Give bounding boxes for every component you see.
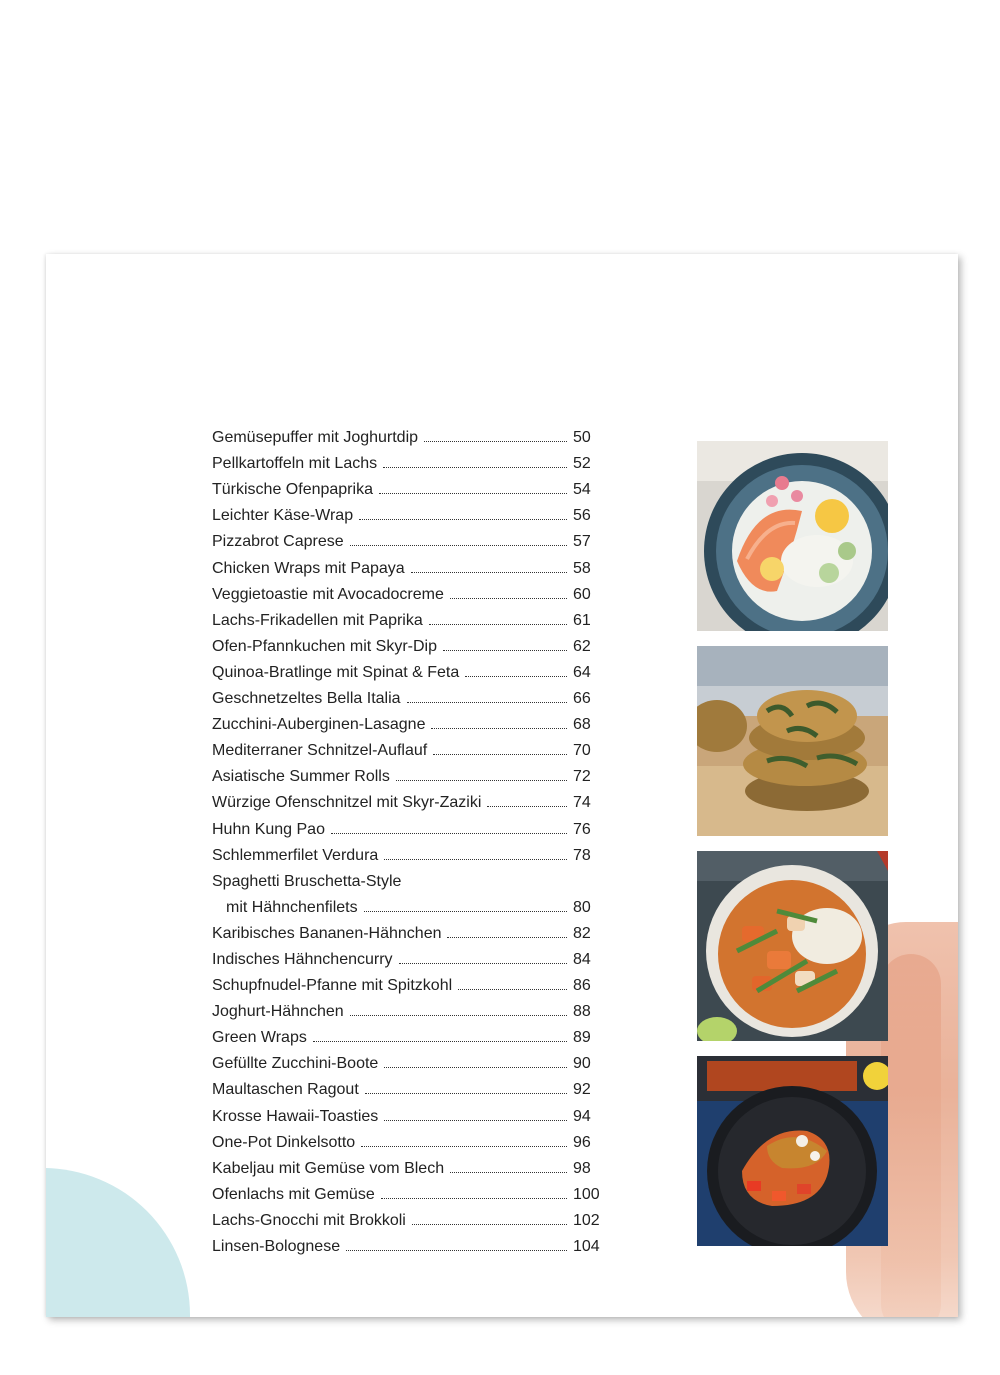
dot-leader [396, 780, 567, 781]
toc-entry[interactable] [212, 421, 607, 447]
toc-entry[interactable] [212, 1021, 607, 1047]
peach-brush-highlight-decoration [881, 954, 941, 1317]
toc-entry-title: Maultaschen Ragout [212, 1081, 359, 1099]
dot-leader [365, 1093, 567, 1094]
toc-entry[interactable] [212, 1126, 607, 1152]
toc-entry[interactable] [212, 447, 607, 473]
toc-entry[interactable] [212, 1230, 607, 1256]
dot-leader [381, 1198, 567, 1199]
toc-entry-title: Quinoa-Bratlinge mit Spinat & Feta [212, 663, 460, 681]
dot-leader [384, 1067, 567, 1068]
toc-entry[interactable] [212, 943, 607, 969]
toc-entry[interactable] [212, 1178, 607, 1204]
dot-leader [411, 572, 567, 573]
teal-circle-decoration [46, 1168, 190, 1317]
toc-entry-page: 68 [573, 716, 591, 734]
toc-entry[interactable] [212, 604, 607, 630]
toc-entry-title: Türkische Ofenpaprika [212, 481, 373, 499]
toc-entry-title: Würzige Ofenschnitzel mit Skyr-Zaziki [212, 794, 482, 812]
toc-entry-title: Krosse Hawaii-Toasties [212, 1107, 379, 1125]
toc-entry-page: 54 [573, 481, 591, 499]
dot-leader [384, 1120, 567, 1121]
toc-entry-page: 92 [573, 1081, 591, 1099]
dot-leader [361, 1146, 567, 1147]
toc-entry-title: Gefüllte Zucchini-Boote [212, 1055, 379, 1073]
toc-entry-page: 96 [573, 1133, 591, 1151]
toc-entry-page: 64 [573, 663, 591, 681]
toc-entry[interactable] [212, 969, 607, 995]
toc-entry[interactable] [212, 1047, 607, 1073]
dot-leader [399, 963, 567, 964]
toc-entry-page: 84 [573, 950, 591, 968]
toc-entry-page: 74 [573, 794, 591, 812]
toc-entry-page: 62 [573, 637, 591, 655]
toc-entry-page: 89 [573, 1029, 591, 1047]
toc-entry[interactable] [212, 1152, 607, 1178]
toc-entry-title: Geschnetzeltes Bella Italia [212, 690, 401, 708]
toc-entry-page: 61 [573, 611, 591, 629]
toc-entry-page: 80 [573, 898, 591, 916]
toc-entry-page: 56 [573, 507, 591, 525]
toc-entry-page: 104 [573, 1238, 600, 1255]
salmon-plate-photo [697, 441, 888, 631]
toc-entry-title: Pellkartoffeln mit Lachs [212, 455, 378, 473]
toc-entry[interactable] [212, 473, 607, 499]
curry-bowl-photo [697, 851, 888, 1041]
toc-entry[interactable] [212, 786, 607, 812]
toc-entry-page: 52 [573, 455, 591, 473]
toc-entry-title: Lachs-Frikadellen mit Paprika [212, 611, 423, 629]
dot-leader [350, 1015, 567, 1016]
book-page [46, 254, 958, 1317]
dot-leader [359, 519, 567, 520]
toc-entry-page: 70 [573, 742, 591, 760]
dot-leader [487, 806, 567, 807]
dot-leader [450, 1172, 567, 1173]
toc-entry-title: Linsen-Bolognese [212, 1238, 341, 1255]
toc-entry-page: 78 [573, 846, 591, 864]
toc-entry-title: Asiatische Summer Rolls [212, 768, 390, 786]
toc-entry-page: 102 [573, 1211, 600, 1229]
toc-entry[interactable] [212, 578, 607, 604]
toc-entry-title: Ofenlachs mit Gemüse [212, 1185, 375, 1203]
dot-leader [379, 493, 567, 494]
toc-entry-title: Huhn Kung Pao [212, 820, 325, 838]
toc-entry-title: Mediterraner Schnitzel-Auflauf [212, 742, 428, 760]
dot-leader [384, 859, 567, 860]
toc-entry-title: mit Hähnchenfilets [226, 898, 358, 916]
toc-entry-title: Green Wraps [212, 1029, 307, 1047]
toc-entry-title: Lachs-Gnocchi mit Brokkoli [212, 1211, 406, 1229]
toc-entry-title: Pizzabrot Caprese [212, 533, 344, 551]
toc-entry-title: Joghurt-Hähnchen [212, 1003, 344, 1021]
toc-entry[interactable] [212, 995, 607, 1021]
dot-leader [458, 989, 567, 990]
dot-leader [447, 937, 567, 938]
toc-entry-title: Gemüsepuffer mit Joghurtdip [212, 429, 419, 447]
toc-entry-title: Chicken Wraps mit Papaya [212, 559, 405, 577]
dot-leader [433, 754, 567, 755]
dot-leader [407, 702, 567, 703]
toc-entry[interactable] [212, 708, 607, 734]
toc-entry-page: 58 [573, 559, 591, 577]
toc-entry-page: 50 [573, 429, 591, 447]
dot-leader [331, 833, 567, 834]
quinoa-patties-photo [697, 646, 888, 836]
toc-entry[interactable] [212, 917, 607, 943]
toc-entry[interactable] [212, 1204, 607, 1230]
toc-entry-title: Zucchini-Auberginen-Lasagne [212, 716, 426, 734]
dot-leader [313, 1041, 567, 1042]
toc-entry[interactable] [212, 734, 607, 760]
toc-entry-page: 60 [573, 585, 591, 603]
dot-leader [383, 467, 567, 468]
toc-entry[interactable] [212, 525, 607, 551]
toc-entry[interactable] [212, 1073, 607, 1099]
toc-entry-title: Spaghetti Bruschetta-Style [212, 872, 402, 890]
photo-column [697, 441, 888, 1261]
toc-entry-page: 57 [573, 533, 591, 551]
toc-entry-page: 86 [573, 977, 591, 995]
dot-leader [412, 1224, 567, 1225]
dot-leader [443, 650, 567, 651]
toc-entry[interactable] [212, 499, 607, 525]
dot-leader [346, 1250, 567, 1251]
toc-entry[interactable] [212, 682, 607, 708]
toc-entry-heading-line[interactable] [212, 865, 607, 891]
toc-entry-page: 72 [573, 768, 591, 786]
toc-entry-page: 94 [573, 1107, 591, 1125]
toc-entry-title: Indisches Hähnchencurry [212, 950, 393, 968]
toc-entry[interactable] [212, 760, 607, 786]
table-of-contents [212, 421, 607, 1256]
toc-entry-page: 82 [573, 924, 591, 942]
toc-entry-page: 98 [573, 1159, 591, 1177]
toc-entry-title: Schlemmerfilet Verdura [212, 846, 379, 864]
toc-entry-title: Karibisches Bananen-Hähnchen [212, 924, 442, 942]
toc-entry-page: 66 [573, 690, 591, 708]
dot-leader [429, 624, 567, 625]
toc-entry-page: 88 [573, 1003, 591, 1021]
toc-entry-title: Schupfnudel-Pfanne mit Spitzkohl [212, 977, 453, 995]
toc-entry[interactable] [212, 812, 607, 838]
dot-leader [465, 676, 567, 677]
fish-vegetables-photo [697, 1056, 888, 1246]
toc-entry-title: Ofen-Pfannkuchen mit Skyr-Dip [212, 637, 437, 655]
toc-entry-page: 90 [573, 1055, 591, 1073]
toc-entry[interactable] [212, 1099, 607, 1125]
toc-entry-title: Veggietoastie mit Avocadocreme [212, 585, 444, 603]
toc-entry-title: Leichter Käse-Wrap [212, 507, 354, 525]
dot-leader [450, 598, 567, 599]
toc-entry-title: Kabeljau mit Gemüse vom Blech [212, 1159, 445, 1177]
toc-entry[interactable] [212, 551, 607, 577]
dot-leader [364, 911, 567, 912]
toc-entry-page: 100 [573, 1185, 600, 1203]
toc-entry-continuation[interactable] [212, 891, 607, 917]
toc-entry[interactable] [212, 656, 607, 682]
toc-entry[interactable] [212, 630, 607, 656]
toc-entry[interactable] [212, 839, 607, 865]
toc-entry-page: 76 [573, 820, 591, 838]
dot-leader [424, 441, 567, 442]
toc-entry-title: One-Pot Dinkelsotto [212, 1133, 356, 1151]
dot-leader [431, 728, 567, 729]
dot-leader [350, 545, 567, 546]
